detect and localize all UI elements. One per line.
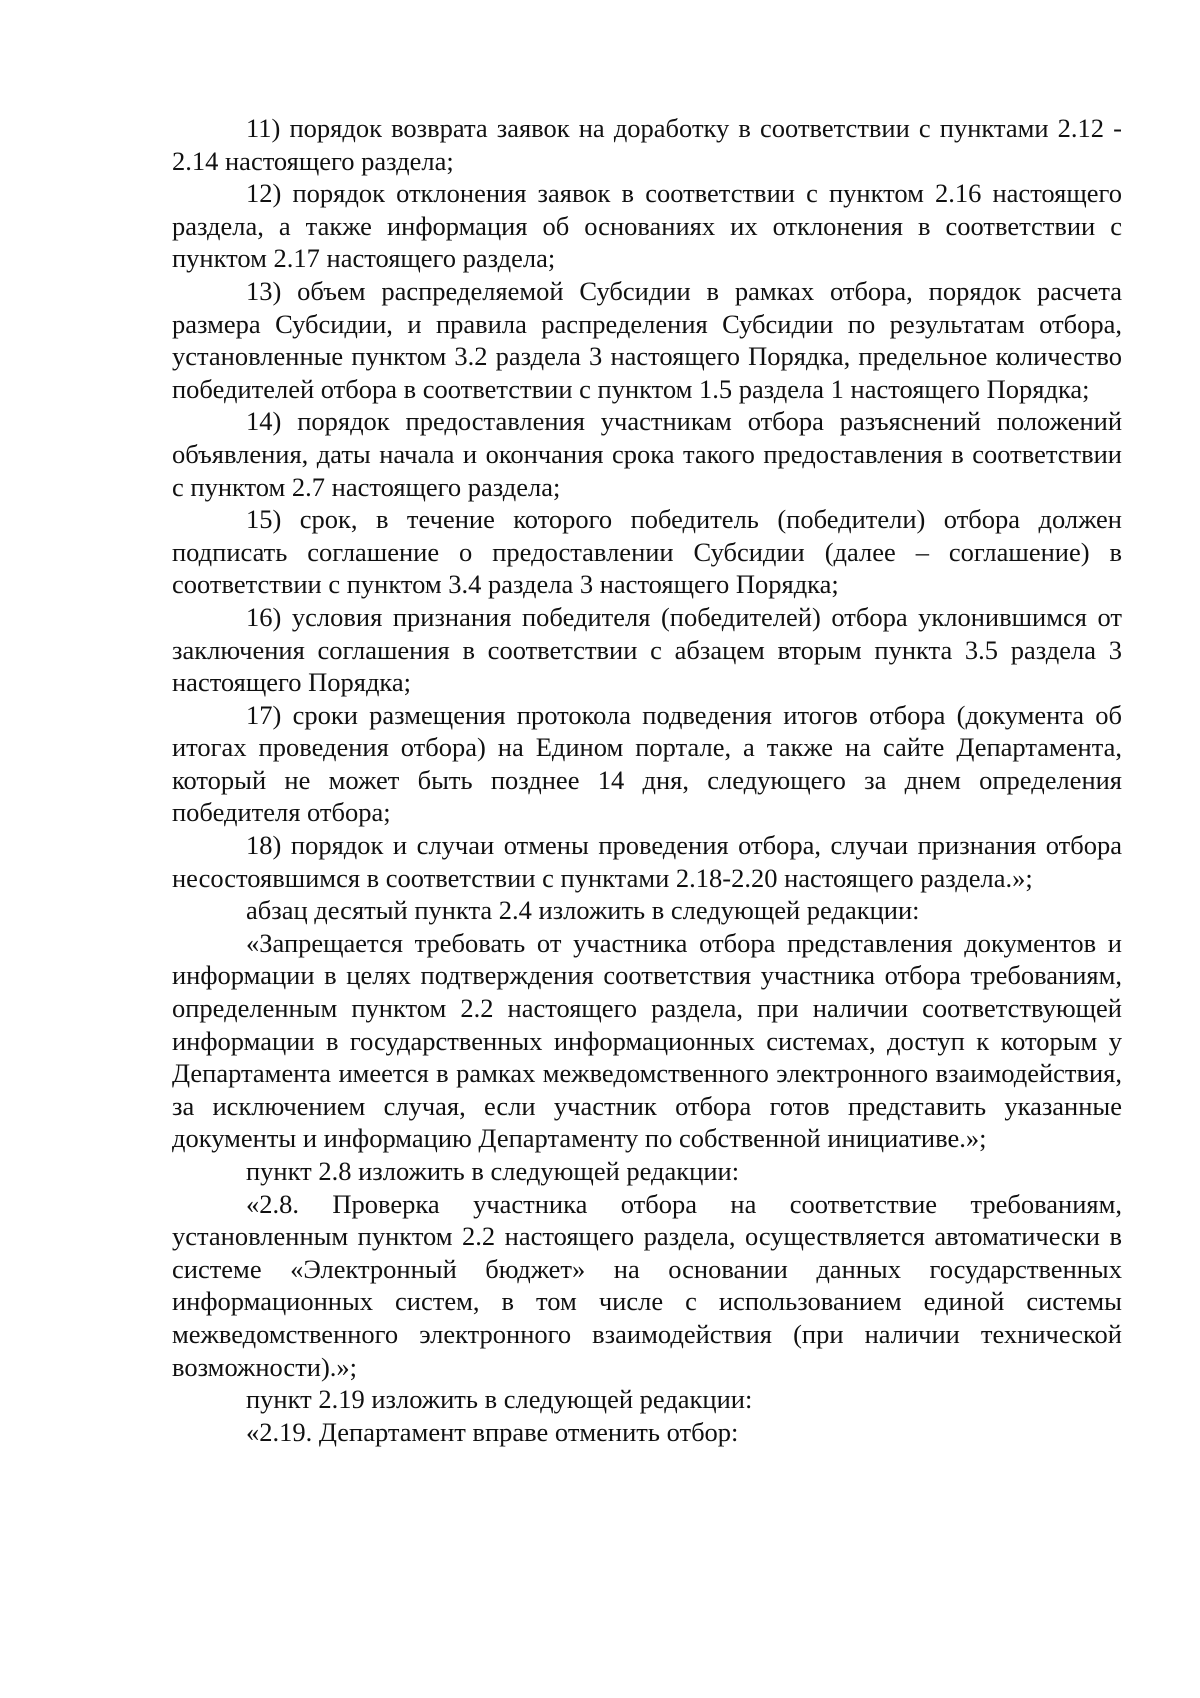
paragraph-item-15: 15) срок, в течение которого победитель (победители) отбора должен подписать соглашение о предоставлении Субсидии (далее – соглашение) в соответствии с пунктом 3.4 раздела 3 настоящего Порядка; [172, 504, 1122, 600]
amendment-text-2-19: «2.19. Департамент вправе отменить отбор: [246, 1416, 739, 1447]
amendment-instruction-2-19: пункт 2.19 изложить в следующей редакции: [246, 1384, 753, 1415]
amendment-instruction-2-8: пункт 2.8 изложить в следующей редакции: [246, 1156, 740, 1186]
amendment-text-2-8: «2.8. Проверка участника отбора на соответствие требованиям, установленным пунктом 2.2 настоящего раздела, осуществляется автоматически в системе «Электронный бюджет» на основании данных государственных информационных систем, в том числе с использованием единой системы межведомственного электронного взаимодействия (при наличии технической возможности).»; [172, 1188, 1122, 1382]
paragraph-item-14: 14) порядок предоставления участникам отбора разъяснений положений объявления, даты начала и окончания срока такого предоставления в соответствии с пунктом 2.7 настоящего раздела; [172, 406, 1122, 502]
document-body [172, 112, 1122, 1448]
paragraph-item-16: 16) условия признания победителя (победителей) отбора уклонившимся от заключения соглашения в соответствии с абзацем вторым пункта 3.5 раздела 3 настоящего Порядка; [172, 601, 1122, 698]
paragraph-item-17: 17) сроки размещения протокола подведения итогов отбора (документа об итогах проведения отбора) на Едином портале, а также на сайте Департамента, который не может быть позднее 14 дня, следующего за днем определения победителя отбора; [172, 699, 1122, 828]
paragraph-item-11: 11) порядок возврата заявок на доработку в соответствии с пунктами 2.12 - 2.14 настоящего раздела; [172, 113, 1122, 176]
amendment-text-2-4: «Запрещается требовать от участника отбора представления документов и информации в целях подтверждения соответствия участника отбора требованиям, определенным пунктом 2.2 настоящего раздела, при наличии соответствующей информации в государственных информационных системах, доступ к которым у Департамента имеется в рамках межведомственного электронного взаимодействия, за исключением случая, если участник отбора готов представить указанные документы и информацию Департаменту по собственной инициативе.»; [172, 927, 1122, 1154]
paragraph-item-13: 13) объем распределяемой Субсидии в рамках отбора, порядок расчета размера Субсидии, и правила распределения Субсидии по результатам отбора, установленные пунктом 3.2 раздела 3 настоящего Порядка, предельное количество победителей отбора в соответствии с пунктом 1.5 раздела 1 настоящего Порядка; [172, 275, 1122, 404]
amendment-instruction-2-4: абзац десятый пункта 2.4 изложить в следующей редакции: [246, 895, 920, 926]
paragraph-item-18: 18) порядок и случаи отмены проведения отбора, случаи признания отбора несостоявшимся в соответствии с пунктами 2.18-2.20 настоящего раздела.»; [172, 830, 1122, 893]
paragraph-item-12: 12) порядок отклонения заявок в соответствии с пунктом 2.16 настоящего раздела, а также информация об основаниях их отклонения в соответствии с пунктом 2.17 настоящего раздела; [172, 178, 1122, 274]
